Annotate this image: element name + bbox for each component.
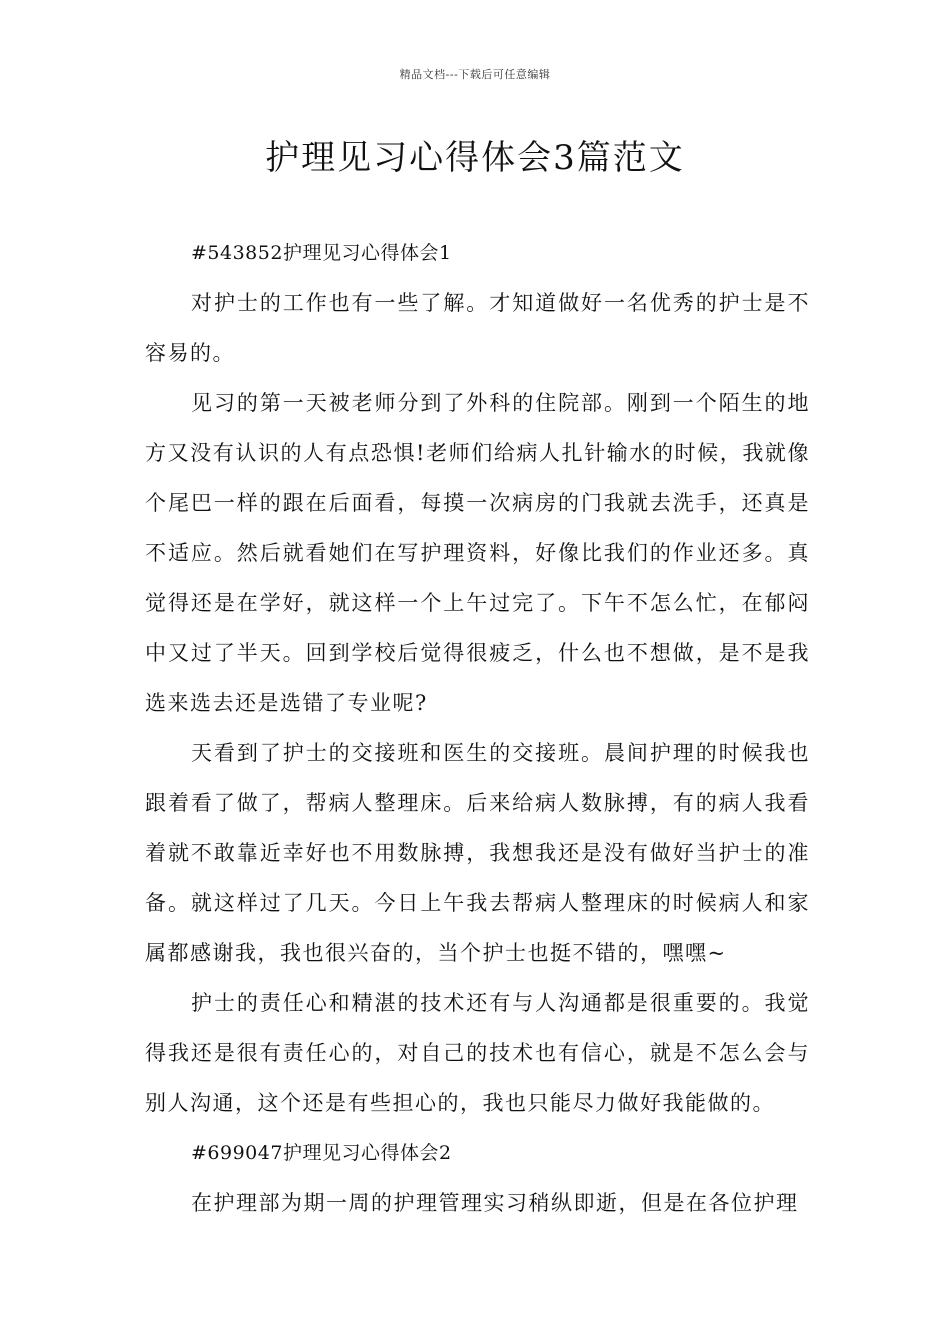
section-2 xyxy=(145,1128,810,1228)
paragraph: 见习的第一天被老师分到了外科的住院部。刚到一个陌生的地方又没有认识的人有点恐惧!老师们给病人扎针输水的时候，我就像个尾巴一样的跟在后面看，每摸一次病房的门我就去洗手，还真是不适应。然后就看她们在写护理资料，好像比我们的作业还多。真觉得还是在学好，就这样一个上午过完了。下午不怎么忙，在郁闷中又过了半天。回到学校后觉得很疲乏，什么也不想做，是不是我选来选去还是选错了专业呢? xyxy=(145,391,810,715)
section-heading: #543852护理见习心得体会1 xyxy=(191,242,452,264)
paragraph: 护士的责任心和精湛的技术还有与人沟通都是很重要的。我觉得我还是很有责任心的，对自己的技术也有信心，就是不怎么会与别人沟通，这个还是有些担心的，我也只能尽力做好我能做的。 xyxy=(145,991,810,1115)
paragraph: 对护士的工作也有一些了解。才知道做好一名优秀的护士是不容易的。 xyxy=(145,291,810,365)
paragraph: 天看到了护士的交接班和医生的交接班。晨间护理的时候我也跟着看了做了，帮病人整理床。后来给病人数脉搏，有的病人我看着就不敢靠近幸好也不用数脉搏，我想我还是没有做好当护士的准备。就这样过了几天。今日上午我去帮病人整理床的时候病人和家属都感谢我，我也很兴奋的，当个护士也挺不错的，嘿嘿~ xyxy=(145,741,810,965)
document-body xyxy=(145,228,810,1228)
document-title: 护理见习心得体会3篇范文 xyxy=(265,138,685,178)
section-heading: #699047护理见习心得体会2 xyxy=(191,1142,452,1164)
section-1 xyxy=(145,228,810,1128)
header-note: 精品文档---下载后可任意编辑 xyxy=(399,68,551,81)
paragraph: 在护理部为期一周的护理管理实习稍纵即逝，但是在各位护理 xyxy=(191,1191,799,1215)
